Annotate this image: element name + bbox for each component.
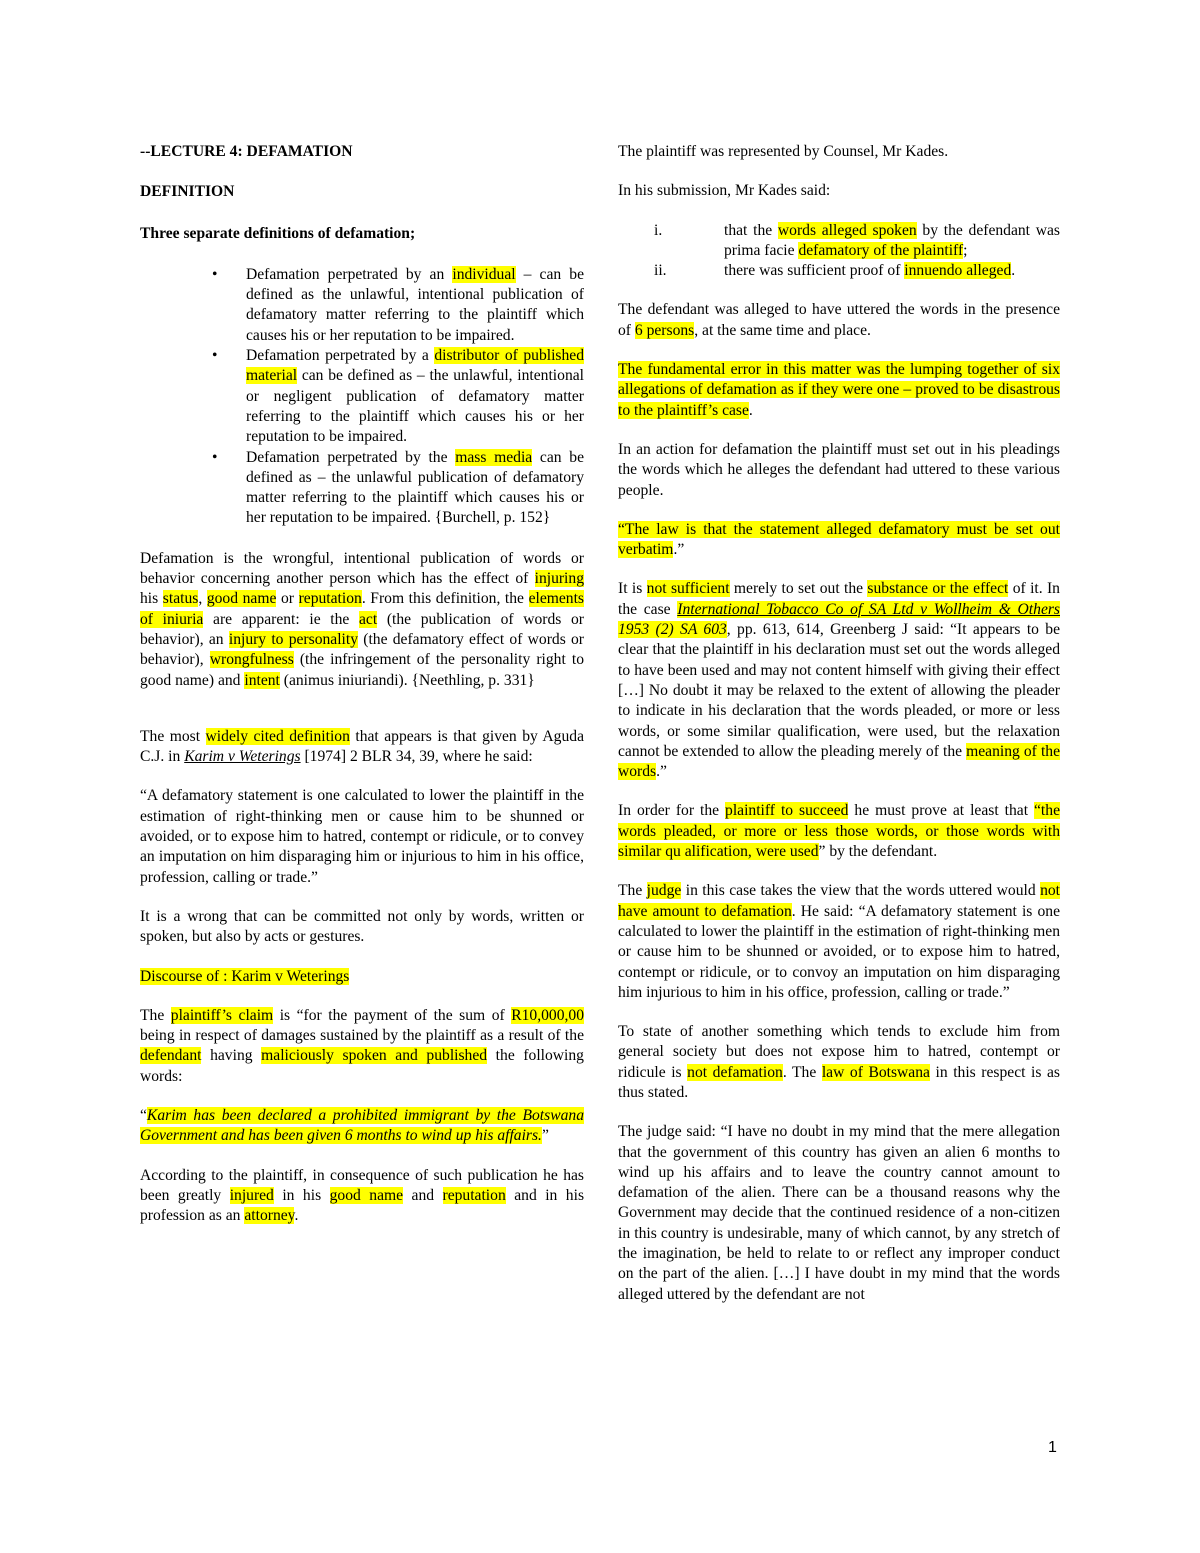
bullet-text: – can be defined as the unlawful, intentional publication of defamatory matter referring to the plaintiff which causes his or her reputation to be impaired. xyxy=(246,265,584,344)
defamatory-statement-quote: “A defamatory statement is one calculated to lower the plaintiff in the estimation of right-thinking men or cause him to be shunned or avoided, or to expose him to hatred, contempt or ridicule, or to convey an imputation on him disparaging him or injurious to him in his office, profession, calling or trade.” xyxy=(140,787,584,886)
page-number: 1 xyxy=(1048,1439,1057,1456)
discourse-heading: Discourse of : Karim v Weterings xyxy=(140,967,350,985)
not-sufficient-paragraph: It is not sufficient merely to set out the substance or the effect of it. In the case International Tobacco Co of SA Ltd v Wollheim & Others 1953 (2) SA 603, pp. 613, 614, Greenberg J said: “It appears to be clear that the plaintiff in his declaration must set out the words alleged to have been used and may not content himself with giving their effect […] No doubt it may be relaxed to the extent of allowing the pleader to indicate in his declaration that the words pleaded, or more or less words, or some similar qualification, were used, but the relaxation cannot be extended to allow the pleading merely of the meaning of the words.” xyxy=(618,580,1061,781)
judge-said-paragraph: The judge said: “I have no doubt in my mind that the mere allegation that the government of this country has given an alien 6 months to wind up his affairs and to leave the country cannot amount to defamation of the alien. There can be a thousand reasons why the Government may decide that the continued residence of a non-citizen in this country is undesirable, many of which cannot, by any stretch of the imagination, be held to relate to or reflect any improper conduct on the part of the alien. […] I have doubt in my mind that the words alleged uttered by the defendant are not xyxy=(618,1123,1060,1303)
case-citation: Karim v Weterings xyxy=(184,748,301,766)
widely-cited-paragraph: The most widely cited definition that appears is that given by Aguda C.J. in Karim v Weterings [1974] 2 BLR 34, 39, where he said: xyxy=(140,727,584,766)
uttered-paragraph: The defendant was alleged to have uttered the words in the presence of 6 persons, at the same time and place. xyxy=(618,301,1060,339)
succeed-paragraph: In order for the plaintiff to succeed he must prove at least that “the words pleaded, or more or less those words, or those words with similar qu alification, were used” by the defendant. xyxy=(618,802,1060,861)
right-column xyxy=(618,142,1060,1324)
action-paragraph: In an action for defamation the plaintiff must set out in his pleadings the words which he alleges the defendant had uttered to these various people. xyxy=(618,440,1060,499)
fundamental-error-paragraph: The fundamental error in this matter was the lumping together of six allegations of defamation as if they were one – proved to be disastrous to the plaintiff’s case. xyxy=(618,361,1060,419)
highlight: distributor of published material xyxy=(246,347,584,385)
plaintiff-claim-paragraph: The plaintiff’s claim is “for the payment of the sum of R10,000,00 being in respect of damages sustained by the plaintiff as a result of the defendant having maliciously spoken and published the following words: xyxy=(140,1006,584,1085)
bullet-text: can be defined as – the unlawful publication of defamatory matter referring to the plaintiff which causes his or her reputation to be impaired. {Burchell, p. 152} xyxy=(246,448,584,527)
list-item: i. that the words alleged spoken by the defendant was prima facie defamatory of the plaintiff; xyxy=(654,221,1060,259)
definitions-list xyxy=(140,265,584,529)
list-item xyxy=(140,346,584,447)
definition-heading: DEFINITION xyxy=(140,183,235,201)
law-quote: “The law is that the statement alleged defamatory must be set out verbatim.” xyxy=(618,520,1060,559)
list-item: ii. there was sufficient proof of innuendo alleged. xyxy=(654,262,1016,280)
counsel-paragraph: The plaintiff was represented by Counsel, Mr Kades. xyxy=(618,143,949,160)
case-citation: International Tobacco Co of SA Ltd v Wollheim & Others xyxy=(677,600,1060,618)
judge-view-paragraph: The judge in this case takes the view that the words uttered would not have amount to defamation. He said: “A defamatory statement is one calculated to lower the plaintiff in the estimation of right-thinking men or cause him to be shunned or avoided, or to expose him to hatred, contempt or ridicule, or to convoy an imputation on him disparaging him injurious to him in his office, profession, calling or trade.” xyxy=(618,882,1060,1001)
highlight: individual xyxy=(452,265,516,283)
list-item xyxy=(140,265,584,346)
bullet-text: Defamation perpetrated by a xyxy=(246,347,435,365)
three-definitions-heading: Three separate definitions of defamation; xyxy=(140,224,416,242)
bullet-text: Defamation perpetrated by an xyxy=(246,265,453,283)
list-item xyxy=(140,448,584,529)
according-paragraph: According to the plaintiff, in consequence of such publication he has been greatly injured in his good name and reputation and in his profession as an attorney. xyxy=(140,1166,585,1225)
alleged-words-quote: “Karim has been declared a prohibited immigrant by the Botswana Government and has been given 6 months to wind up his affairs.” xyxy=(140,1106,584,1145)
exclude-paragraph: To state of another something which tends to exclude him from general society but does not expose him to hatred, contempt or ridicule is not defamation. The law of Botswana in this respect is as thus stated. xyxy=(618,1023,1060,1101)
lecture-title: --LECTURE 4: DEFAMATION xyxy=(140,143,353,160)
bullet-text: can be defined as – the unlawful, intentional or negligent publication of defamatory matter referring to the plaintiff which causes his or her reputation to be impaired. xyxy=(246,367,584,446)
submission-paragraph: In his submission, Mr Kades said: xyxy=(618,182,831,200)
left-column xyxy=(140,142,584,1245)
neethling-definition: Defamation is the wrongful, intentional publication of words or behavior concerning another person which has the effect of injuring his status, good name or reputation. From this definition, the elements of iniuria are apparent: ie the act (the publication of words or behavior), an injury to personality (the defamatory effect of words or behavior), wrongfulness (the infringement of the personality right to good name) and intent (animus iniuriandi). {Neethling, p. 331} xyxy=(140,549,585,689)
wrong-paragraph: It is a wrong that can be committed not only by words, written or spoken, but also by acts or gestures. xyxy=(140,907,584,946)
submission-list xyxy=(618,221,1060,282)
highlight: mass media xyxy=(455,448,533,466)
bullet-text: Defamation perpetrated by the xyxy=(246,448,456,466)
